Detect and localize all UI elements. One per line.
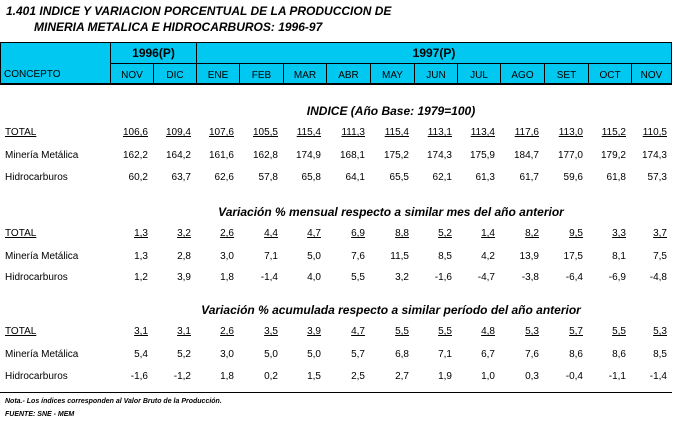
value-cell: 65,8 — [301, 172, 321, 183]
value-cell: 5,7 — [351, 349, 365, 360]
table-row — [0, 150, 672, 164]
value-cell: -1,6 — [434, 272, 452, 283]
value-cell: 57,8 — [258, 172, 278, 183]
value-cell: 7,1 — [264, 251, 278, 262]
value-cell: 3,3 — [612, 228, 626, 239]
value-cell: 5,5 — [612, 326, 626, 337]
table-header — [0, 42, 672, 84]
table-title-line-2: MINERIA METALICA E HIDROCARBUROS: 1996-97 — [34, 20, 323, 34]
value-cell: 1,5 — [307, 371, 321, 382]
value-cell: 3,0 — [220, 349, 234, 360]
value-cell: 2,8 — [177, 251, 191, 262]
table-row — [0, 172, 672, 186]
month-header: OCT — [599, 70, 621, 81]
row-label: Hidrocarburos — [5, 272, 68, 283]
value-cell: 60,2 — [128, 172, 148, 183]
value-cell: 179,2 — [600, 150, 626, 161]
value-cell: 1,8 — [220, 272, 234, 283]
value-cell: 3,0 — [220, 251, 234, 262]
value-cell: 117,6 — [514, 127, 539, 138]
value-cell: 2,7 — [395, 371, 409, 382]
value-cell: 3,2 — [177, 228, 191, 239]
value-cell: -1,6 — [130, 371, 148, 382]
table-row — [0, 228, 672, 242]
row-label: Hidrocarburos — [5, 371, 68, 382]
month-header: JUN — [426, 70, 446, 81]
value-cell: 4,2 — [481, 251, 495, 262]
value-cell: 64,1 — [345, 172, 365, 183]
row-label: TOTAL — [5, 326, 37, 337]
month-header: MAR — [293, 70, 317, 81]
year-1996-label: 1996(P) — [132, 46, 175, 60]
value-cell: 175,9 — [469, 150, 495, 161]
table-row — [0, 326, 672, 340]
source-note: FUENTE: SNE - MEM — [5, 411, 75, 418]
value-cell: -4,8 — [649, 272, 667, 283]
value-cell: 109,4 — [165, 127, 191, 138]
value-cell: 105,5 — [252, 127, 278, 138]
value-cell: 107,6 — [208, 127, 234, 138]
value-cell: 4,0 — [307, 272, 321, 283]
value-cell: 5,5 — [438, 326, 452, 337]
value-cell: 62,6 — [214, 172, 234, 183]
value-cell: 61,7 — [519, 172, 539, 183]
value-cell: -6,9 — [608, 272, 626, 283]
value-cell: 161,6 — [208, 150, 234, 161]
value-cell: 2,5 — [351, 371, 365, 382]
value-cell: 174,3 — [426, 150, 452, 161]
month-header: SET — [556, 70, 577, 81]
month-header: FEB — [251, 70, 272, 81]
value-cell: -1,4 — [649, 371, 667, 382]
value-cell: 13,9 — [519, 251, 539, 262]
value-cell: 5,3 — [525, 326, 539, 337]
value-cell: 4,7 — [351, 326, 365, 337]
value-cell: 3,9 — [177, 272, 191, 283]
value-cell: 113,4 — [470, 127, 495, 138]
value-cell: 4,4 — [264, 228, 278, 239]
value-cell: 115,2 — [601, 127, 626, 138]
table-bottom-rule — [0, 392, 672, 393]
value-cell: 6,7 — [481, 349, 495, 360]
value-cell: 2,6 — [220, 228, 234, 239]
value-cell: 0,2 — [264, 371, 278, 382]
value-cell: 3,1 — [177, 326, 191, 337]
month-header: NOV — [121, 70, 143, 81]
section-heading: INDICE (Año Base: 1979=100) — [306, 104, 476, 118]
value-cell: 1,9 — [438, 371, 452, 382]
month-header: AGO — [511, 70, 534, 81]
value-cell: 5,2 — [438, 228, 452, 239]
value-cell: 3,2 — [395, 272, 409, 283]
value-cell: 174,9 — [295, 150, 321, 161]
value-cell: 8,5 — [438, 251, 452, 262]
row-label: TOTAL — [5, 127, 37, 138]
value-cell: 5,0 — [307, 251, 321, 262]
value-cell: -0,4 — [565, 371, 583, 382]
value-cell: 168,1 — [339, 150, 365, 161]
value-cell: 5,5 — [395, 326, 409, 337]
value-cell: 1,3 — [134, 251, 148, 262]
value-cell: 17,5 — [563, 251, 583, 262]
year-1997-label: 1997(P) — [412, 46, 456, 60]
row-label: Minería Metálica — [5, 349, 79, 360]
row-label: Minería Metálica — [5, 251, 79, 262]
value-cell: 4,7 — [307, 228, 321, 239]
value-cell: 7,6 — [525, 349, 539, 360]
value-cell: 115,4 — [384, 127, 409, 138]
value-cell: 59,6 — [563, 172, 583, 183]
value-cell: 3,7 — [653, 228, 667, 239]
value-cell: 4,8 — [481, 326, 495, 337]
value-cell: 5,3 — [653, 326, 667, 337]
value-cell: 9,5 — [569, 228, 583, 239]
value-cell: 5,0 — [264, 349, 278, 360]
value-cell: 6,8 — [395, 349, 409, 360]
value-cell: -1,4 — [260, 272, 278, 283]
value-cell: 177,0 — [557, 150, 583, 161]
value-cell: 11,5 — [390, 251, 409, 262]
value-cell: 8,6 — [612, 349, 626, 360]
value-cell: 2,6 — [220, 326, 234, 337]
value-cell: 162,8 — [252, 150, 278, 161]
value-cell: -1,2 — [173, 371, 191, 382]
month-header: JUL — [470, 70, 488, 81]
value-cell: 1,4 — [481, 228, 495, 239]
value-cell: -4,7 — [477, 272, 495, 283]
value-cell: 8,1 — [612, 251, 626, 262]
value-cell: 57,3 — [647, 172, 667, 183]
month-header: ENE — [207, 70, 229, 81]
table-row — [0, 127, 672, 141]
value-cell: -6,4 — [565, 272, 583, 283]
value-cell: 3,5 — [264, 326, 278, 337]
month-header: DIC — [166, 70, 184, 81]
value-cell: 1,2 — [134, 272, 148, 283]
table-row — [0, 272, 672, 286]
value-cell: 106,6 — [122, 127, 148, 138]
month-header: MAY — [382, 70, 403, 81]
value-cell: 61,3 — [475, 172, 495, 183]
value-cell: 5,0 — [307, 349, 321, 360]
value-cell: 65,5 — [389, 172, 409, 183]
value-cell: 8,2 — [525, 228, 539, 239]
value-cell: 63,7 — [171, 172, 191, 183]
value-cell: 1,0 — [481, 371, 495, 382]
section-heading: Variación % mensual respecto a similar mes del año anterior — [218, 205, 564, 219]
value-cell: 115,4 — [296, 127, 321, 138]
value-cell: 5,7 — [569, 326, 583, 337]
value-cell: 8,6 — [569, 349, 583, 360]
header-bottom-rule — [0, 84, 672, 85]
row-label: Minería Metálica — [5, 150, 79, 161]
value-cell: 174,3 — [641, 150, 667, 161]
value-cell: 1,3 — [134, 228, 148, 239]
value-cell: 111,3 — [341, 127, 365, 138]
value-cell: 184,7 — [513, 150, 539, 161]
table-row — [0, 371, 672, 385]
value-cell: 61,8 — [606, 172, 626, 183]
value-cell: -3,8 — [521, 272, 539, 283]
value-cell: 7,5 — [653, 251, 667, 262]
month-header: ABR — [338, 70, 359, 81]
value-cell: 8,5 — [653, 349, 667, 360]
value-cell: 113,0 — [558, 127, 583, 138]
value-cell: 5,4 — [134, 349, 148, 360]
row-label: Hidrocarburos — [5, 172, 68, 183]
value-cell: 3,1 — [134, 326, 148, 337]
footnote: Nota.- Los índices corresponden al Valor Bruto de la Producción. — [5, 398, 222, 405]
value-cell: 8,8 — [395, 228, 409, 239]
value-cell: 7,1 — [438, 349, 452, 360]
value-cell: 6,9 — [351, 228, 365, 239]
value-cell: 0,3 — [525, 371, 539, 382]
value-cell: 7,6 — [351, 251, 365, 262]
table-title-line-1: 1.401 INDICE Y VARIACION PORCENTUAL DE LA PRODUCCION DE — [6, 4, 392, 18]
value-cell: 113,1 — [427, 127, 452, 138]
value-cell: 5,5 — [351, 272, 365, 283]
table-row — [0, 251, 672, 265]
value-cell: 110,5 — [642, 127, 667, 138]
value-cell: 175,2 — [383, 150, 409, 161]
row-label: TOTAL — [5, 228, 37, 239]
value-cell: 162,2 — [122, 150, 148, 161]
value-cell: 5,2 — [177, 349, 191, 360]
value-cell: 164,2 — [165, 150, 191, 161]
value-cell: 3,9 — [307, 326, 321, 337]
value-cell: 62,1 — [432, 172, 452, 183]
value-cell: 1,8 — [220, 371, 234, 382]
month-header: NOV — [640, 70, 663, 81]
concept-header: CONCEPTO — [4, 69, 61, 80]
table-row — [0, 349, 672, 363]
value-cell: -1,1 — [608, 371, 626, 382]
section-heading: Variación % acumulada respecto a similar período del año anterior — [201, 303, 581, 317]
